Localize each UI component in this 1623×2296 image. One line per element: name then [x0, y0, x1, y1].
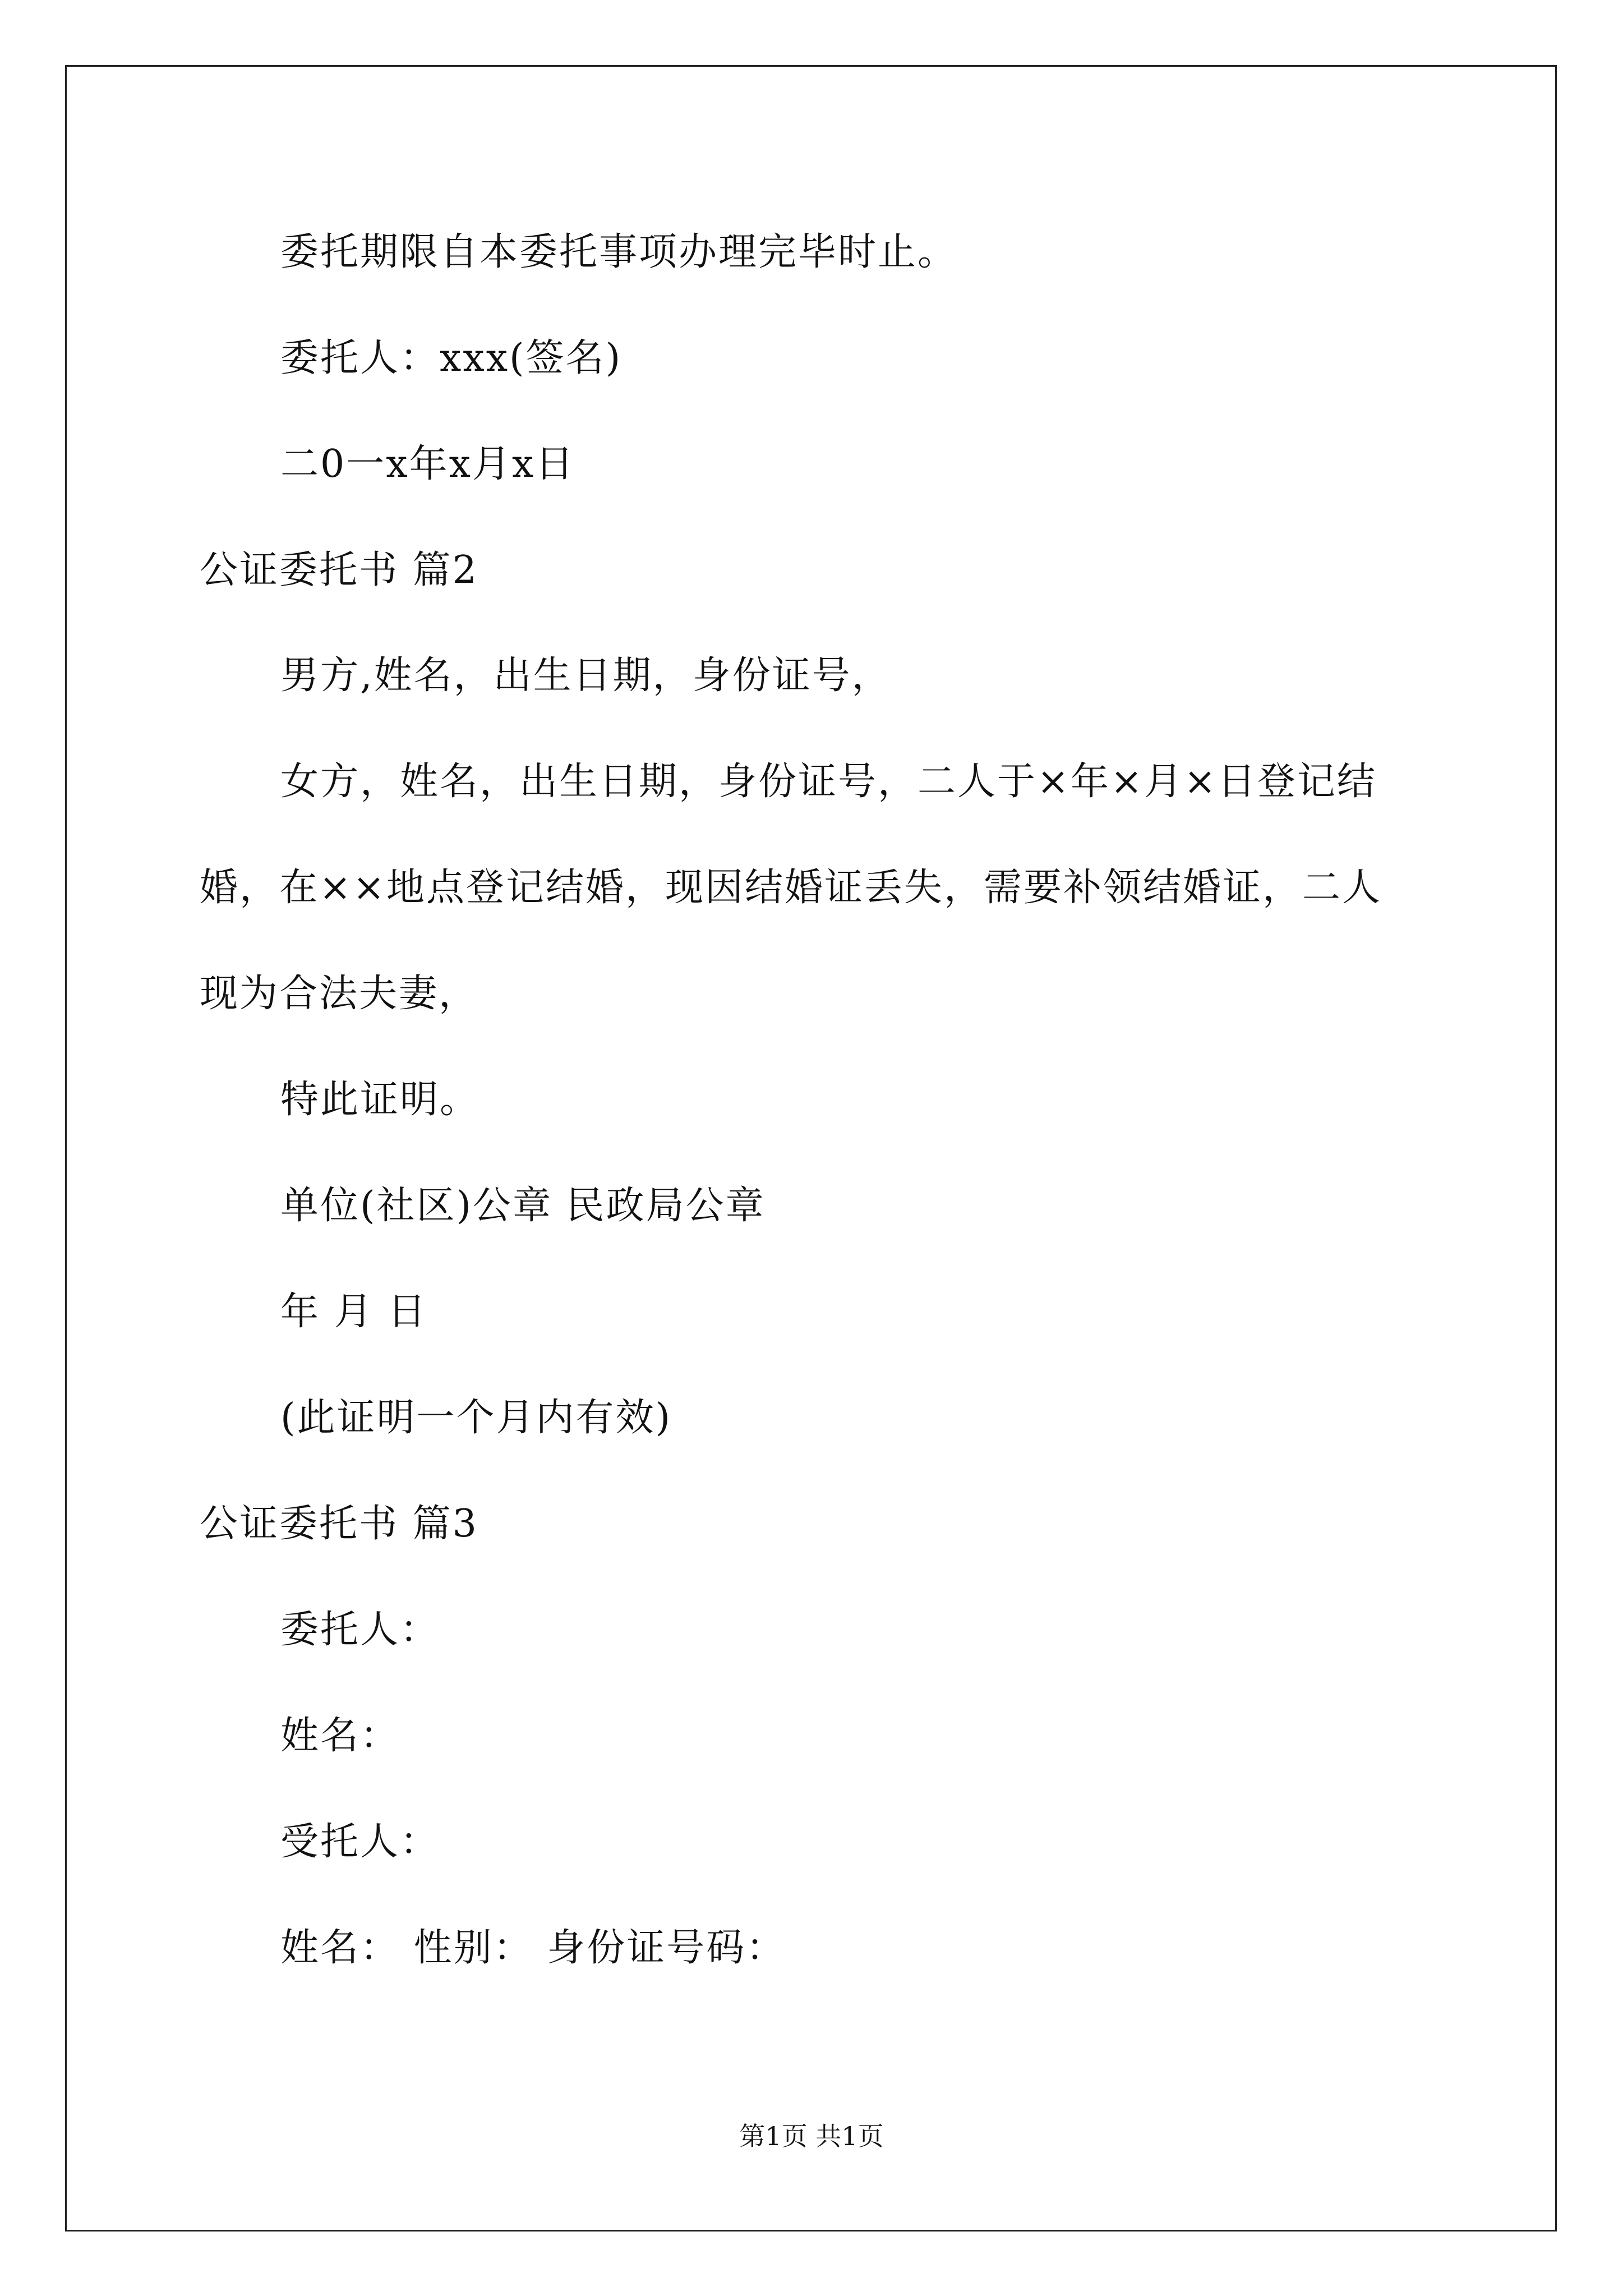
legal-couple-line: 现为合法夫妻， [200, 972, 479, 1016]
certification-line: 特此证明。 [280, 1078, 480, 1122]
delegatee-fields-line: 姓名： 性别： 身份证号码： [280, 1926, 786, 1970]
page-border [65, 65, 1557, 2231]
page-number-footer: 第1页 共1页 [739, 2121, 884, 2151]
official-seals-line: 单位(社区)公章 民政局公章 [280, 1184, 766, 1228]
delegator-signature-line: 委托人：xxx(签名) [280, 336, 623, 380]
blank-date-line: 年 月 日 [280, 1290, 428, 1334]
marriage-detail-line: 婚，在××地点登记结婚，现因结婚证丢失，需要补领结婚证，二人 [200, 866, 1382, 910]
delegatee-label-line: 受托人： [280, 1820, 440, 1864]
date-line: 二0一x年x月x日 [280, 442, 575, 486]
wife-info-line: 女方，姓名，出生日期，身份证号，二人于×年×月×日登记结 [280, 760, 1377, 804]
delegator-label-line: 委托人： [280, 1608, 440, 1652]
section-heading-3: 公证委托书 篇3 [200, 1502, 478, 1546]
delegator-name-line: 姓名： [280, 1714, 400, 1758]
delegation-term-line: 委托期限自本委托事项办理完毕时止。 [280, 230, 958, 274]
husband-info-line: 男方,姓名，出生日期，身份证号， [280, 654, 892, 698]
validity-note-line: (此证明一个月内有效) [280, 1396, 672, 1440]
section-heading-2: 公证委托书 篇2 [200, 548, 478, 592]
